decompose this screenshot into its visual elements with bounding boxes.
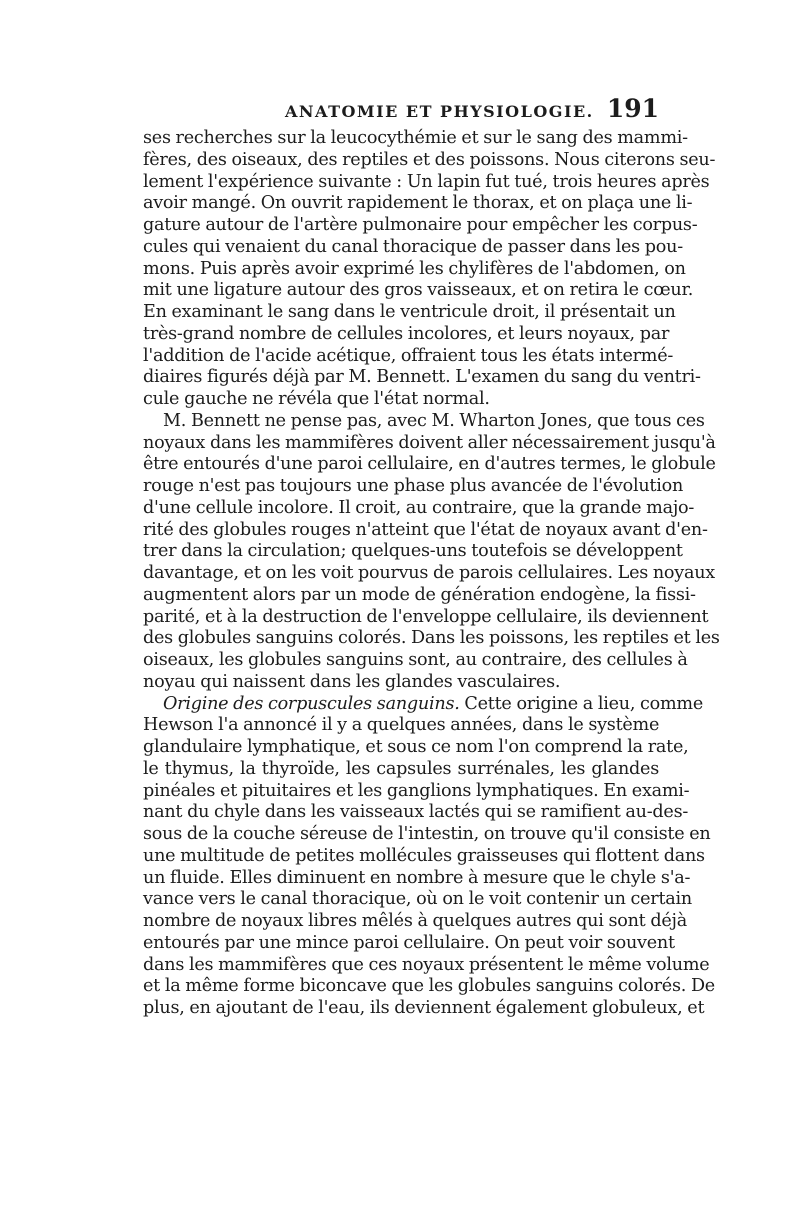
text-line: très-grand nombre de cellules incolores, et leurs noyaux, par [143,323,670,344]
text-line: Cette origine a lieu, comme [464,693,704,714]
text-line: des globules sanguins colorés. Dans les poissons, les reptiles et les [143,628,720,649]
text-line: mons. Puis après avoir exprimé les chylifères de l'abdomen, on [143,258,686,279]
text-line: entourés par une mince paroi cellulaire. On peut voir souvent [143,932,675,953]
section-heading: Origine des corpuscules sanguins. [163,693,460,714]
text-line: oiseaux, les globules sanguins sont, au contraire, des cellules à [143,650,688,670]
page-header [143,92,659,128]
text-line: l'addition de l'acide acétique, offraient tous les états intermé- [143,345,674,366]
text-line: mit une ligature autour des gros vaisseaux, et on retira le cœur. [143,280,694,301]
running-title: ANATOMIE ET PHYSIOLOGIE. [285,102,594,121]
text-line: lement l'expérience suivante : Un lapin fut tué, trois heures après [143,171,710,192]
text-line: vance vers le canal thoracique, où on le voit contenir un certain [143,889,692,910]
text-line: pinéales et pituitaires et les ganglions lymphatiques. En exami- [143,780,690,801]
text-line: noyau qui naissent dans les glandes vasculaires. [143,671,561,692]
text-line: davantage, et on les voit pourvus de parois cellulaires. Les noyaux [143,563,715,583]
text-line: gature autour de l'artère pulmonaire pour empêcher les corpus- [143,215,698,235]
text-line: sous de la couche séreuse de l'intestin, on trouve qu'il consiste en [143,824,711,844]
page-number: 191 [606,94,659,123]
text-line: une multitude de petites mollécules graisseuses qui flottent dans [143,845,705,866]
text-line: avoir mangé. On ouvrit rapidement le thorax, et on plaça une li- [143,193,693,214]
text-line: nombre de noyaux libres mêlés à quelques autres qui sont déjà [143,911,687,931]
text-line: plus, en ajoutant de l'eau, ils deviennent également globuleux, et [143,998,705,1018]
text-line: un fluide. Elles diminuent en nombre à mesure que le chyle s'a- [143,867,691,888]
text-line: diaires figurés déjà par M. Bennett. L'examen du sang du ventri- [143,367,701,388]
text-line: rouge n'est pas toujours une phase plus avancée de l'évolution [143,476,684,496]
text-line: nant du chyle dans les vaisseaux lactés qui se ramifient au-des- [143,802,689,823]
text-line: d'une cellule incolore. Il croit, au contraire, que la grande majo- [143,497,695,518]
text-line: et la même forme biconcave que les globules sanguins colorés. De [143,976,715,997]
text-line: être entourés d'une paroi cellulaire, en d'autres termes, le globule [143,454,716,475]
text-line: M. Bennett ne pense pas, avec M. Wharton Jones, que tous ces [163,410,705,431]
text-line: cule gauche ne révéla que l'état normal. [143,389,490,409]
text-line: trer dans la circulation; quelques-uns toutefois se développent [143,541,683,562]
body-text [143,128,720,1020]
text-line: noyaux dans les mammifères doivent aller nécessairement jusqu'à [143,432,716,453]
text-line: le thymus, la thyroïde, les capsules surrénales, les glandes [143,758,659,779]
text-line: rité des globules rouges n'atteint que l'état de noyaux avant d'en- [143,519,708,540]
text-line: dans les mammifères que ces noyaux présentent le même volume [143,954,710,975]
text-line: glandulaire lymphatique, et sous ce nom l'on comprend la rate, [143,737,689,757]
text-line: ses recherches sur la leucocythémie et sur le sang des mammi- [143,128,688,148]
text-line: En examinant le sang dans le ventricule droit, il présentait un [143,302,676,322]
text-line-with-heading [143,693,704,716]
text-line: fères, des oiseaux, des reptiles et des poissons. Nous citerons seu- [143,149,716,170]
text-line: augmentent alors par un mode de génération endogène, la fissi- [143,584,696,605]
text-line: parité, et à la destruction de l'enveloppe cellulaire, ils deviennent [143,606,709,627]
text-line: Hewson l'a annoncé il y a quelques années, dans le système [143,715,660,736]
text-line: cules qui venaient du canal thoracique de passer dans les pou- [143,236,683,257]
